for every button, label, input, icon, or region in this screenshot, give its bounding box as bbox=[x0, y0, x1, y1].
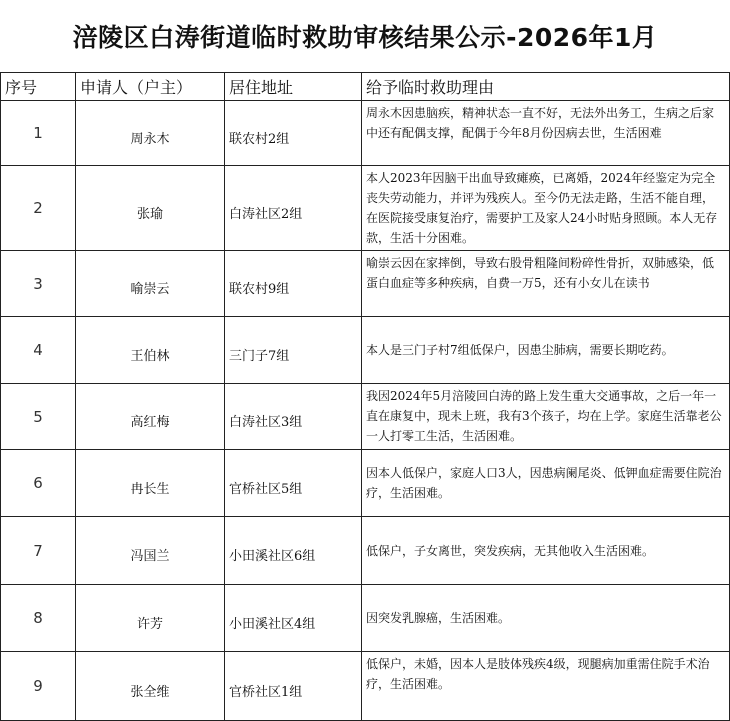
relief-reason: 本人是三门子村7组低保户，因患尘肺病，需要长期吃药。 bbox=[362, 317, 730, 384]
table-row bbox=[1, 652, 730, 721]
table-row bbox=[1, 317, 730, 384]
table-row bbox=[1, 450, 730, 517]
applicant-name: 周永木 bbox=[76, 101, 225, 166]
address: 官桥社区1组 bbox=[225, 652, 362, 721]
row-index: 7 bbox=[1, 517, 76, 585]
header-row bbox=[1, 73, 730, 101]
relief-reason: 因本人低保户，家庭人口3人，因患病阑尾炎、低钾血症需要住院治疗，生活困难。 bbox=[362, 450, 730, 517]
relief-reason: 我因2024年5月涪陵回白涛的路上发生重大交通事故，之后一年一直在康复中，现未上班，我有3个孩子，均在上学。家庭生活靠老公一人打零工生活，生活困难。 bbox=[362, 384, 730, 450]
table-row bbox=[1, 251, 730, 317]
row-index: 9 bbox=[1, 652, 76, 721]
table-row bbox=[1, 101, 730, 166]
relief-reason: 低保户，子女离世，突发疾病，无其他收入生活困难。 bbox=[362, 517, 730, 585]
row-index: 4 bbox=[1, 317, 76, 384]
header-index: 序号 bbox=[1, 73, 76, 101]
table-row bbox=[1, 517, 730, 585]
address: 小田溪社区6组 bbox=[225, 517, 362, 585]
row-index: 8 bbox=[1, 585, 76, 652]
table-row bbox=[1, 166, 730, 251]
applicant-name: 冉长生 bbox=[76, 450, 225, 517]
applicant-name: 王伯林 bbox=[76, 317, 225, 384]
row-index: 6 bbox=[1, 450, 76, 517]
header-reason: 给予临时救助理由 bbox=[362, 73, 730, 101]
header-applicant: 申请人（户主） bbox=[76, 73, 225, 101]
relief-reason: 因突发乳腺癌，生活困难。 bbox=[362, 585, 730, 652]
address: 白涛社区3组 bbox=[225, 384, 362, 450]
address: 白涛社区2组 bbox=[225, 166, 362, 251]
row-index: 1 bbox=[1, 101, 76, 166]
relief-reason: 喻崇云因在家摔倒，导致右股骨粗隆间粉碎性骨折，双肺感染，低蛋白血症等多种疾病，自费一万5，还有小女儿在读书 bbox=[362, 251, 730, 317]
header-address: 居住地址 bbox=[225, 73, 362, 101]
address: 小田溪社区4组 bbox=[225, 585, 362, 652]
address: 三门子7组 bbox=[225, 317, 362, 384]
applicant-name: 张瑜 bbox=[76, 166, 225, 251]
table-row bbox=[1, 585, 730, 652]
row-index: 5 bbox=[1, 384, 76, 450]
address: 联农村9组 bbox=[225, 251, 362, 317]
applicant-name: 喻崇云 bbox=[76, 251, 225, 317]
relief-table bbox=[0, 72, 730, 721]
applicant-name: 张全维 bbox=[76, 652, 225, 721]
page-title: 涪陵区白涛街道临时救助审核结果公示-2026年1月 bbox=[72, 23, 658, 52]
table-row bbox=[1, 384, 730, 450]
address: 官桥社区5组 bbox=[225, 450, 362, 517]
applicant-name: 冯国兰 bbox=[76, 517, 225, 585]
relief-reason: 低保户，未婚，因本人是肢体残疾4级，现腿病加重需住院手术治疗，生活困难。 bbox=[362, 652, 730, 721]
row-index: 2 bbox=[1, 166, 76, 251]
applicant-name: 许芳 bbox=[76, 585, 225, 652]
relief-reason: 本人2023年因脑干出血导致瘫痪，已离婚，2024年经鉴定为完全丧失劳动能力，并评为残疾人。至今仍无法走路，生活不能自理，在医院接受康复治疗，需要护工及家人24小时贴身照顾。本人无存款，生活十分困难。 bbox=[362, 166, 730, 251]
row-index: 3 bbox=[1, 251, 76, 317]
applicant-name: 高红梅 bbox=[76, 384, 225, 450]
relief-reason: 周永木因患脑疾，精神状态一直不好，无法外出务工，生病之后家中还有配偶支撑，配偶于今年8月份因病去世，生活困难 bbox=[362, 101, 730, 166]
address: 联农村2组 bbox=[225, 101, 362, 166]
